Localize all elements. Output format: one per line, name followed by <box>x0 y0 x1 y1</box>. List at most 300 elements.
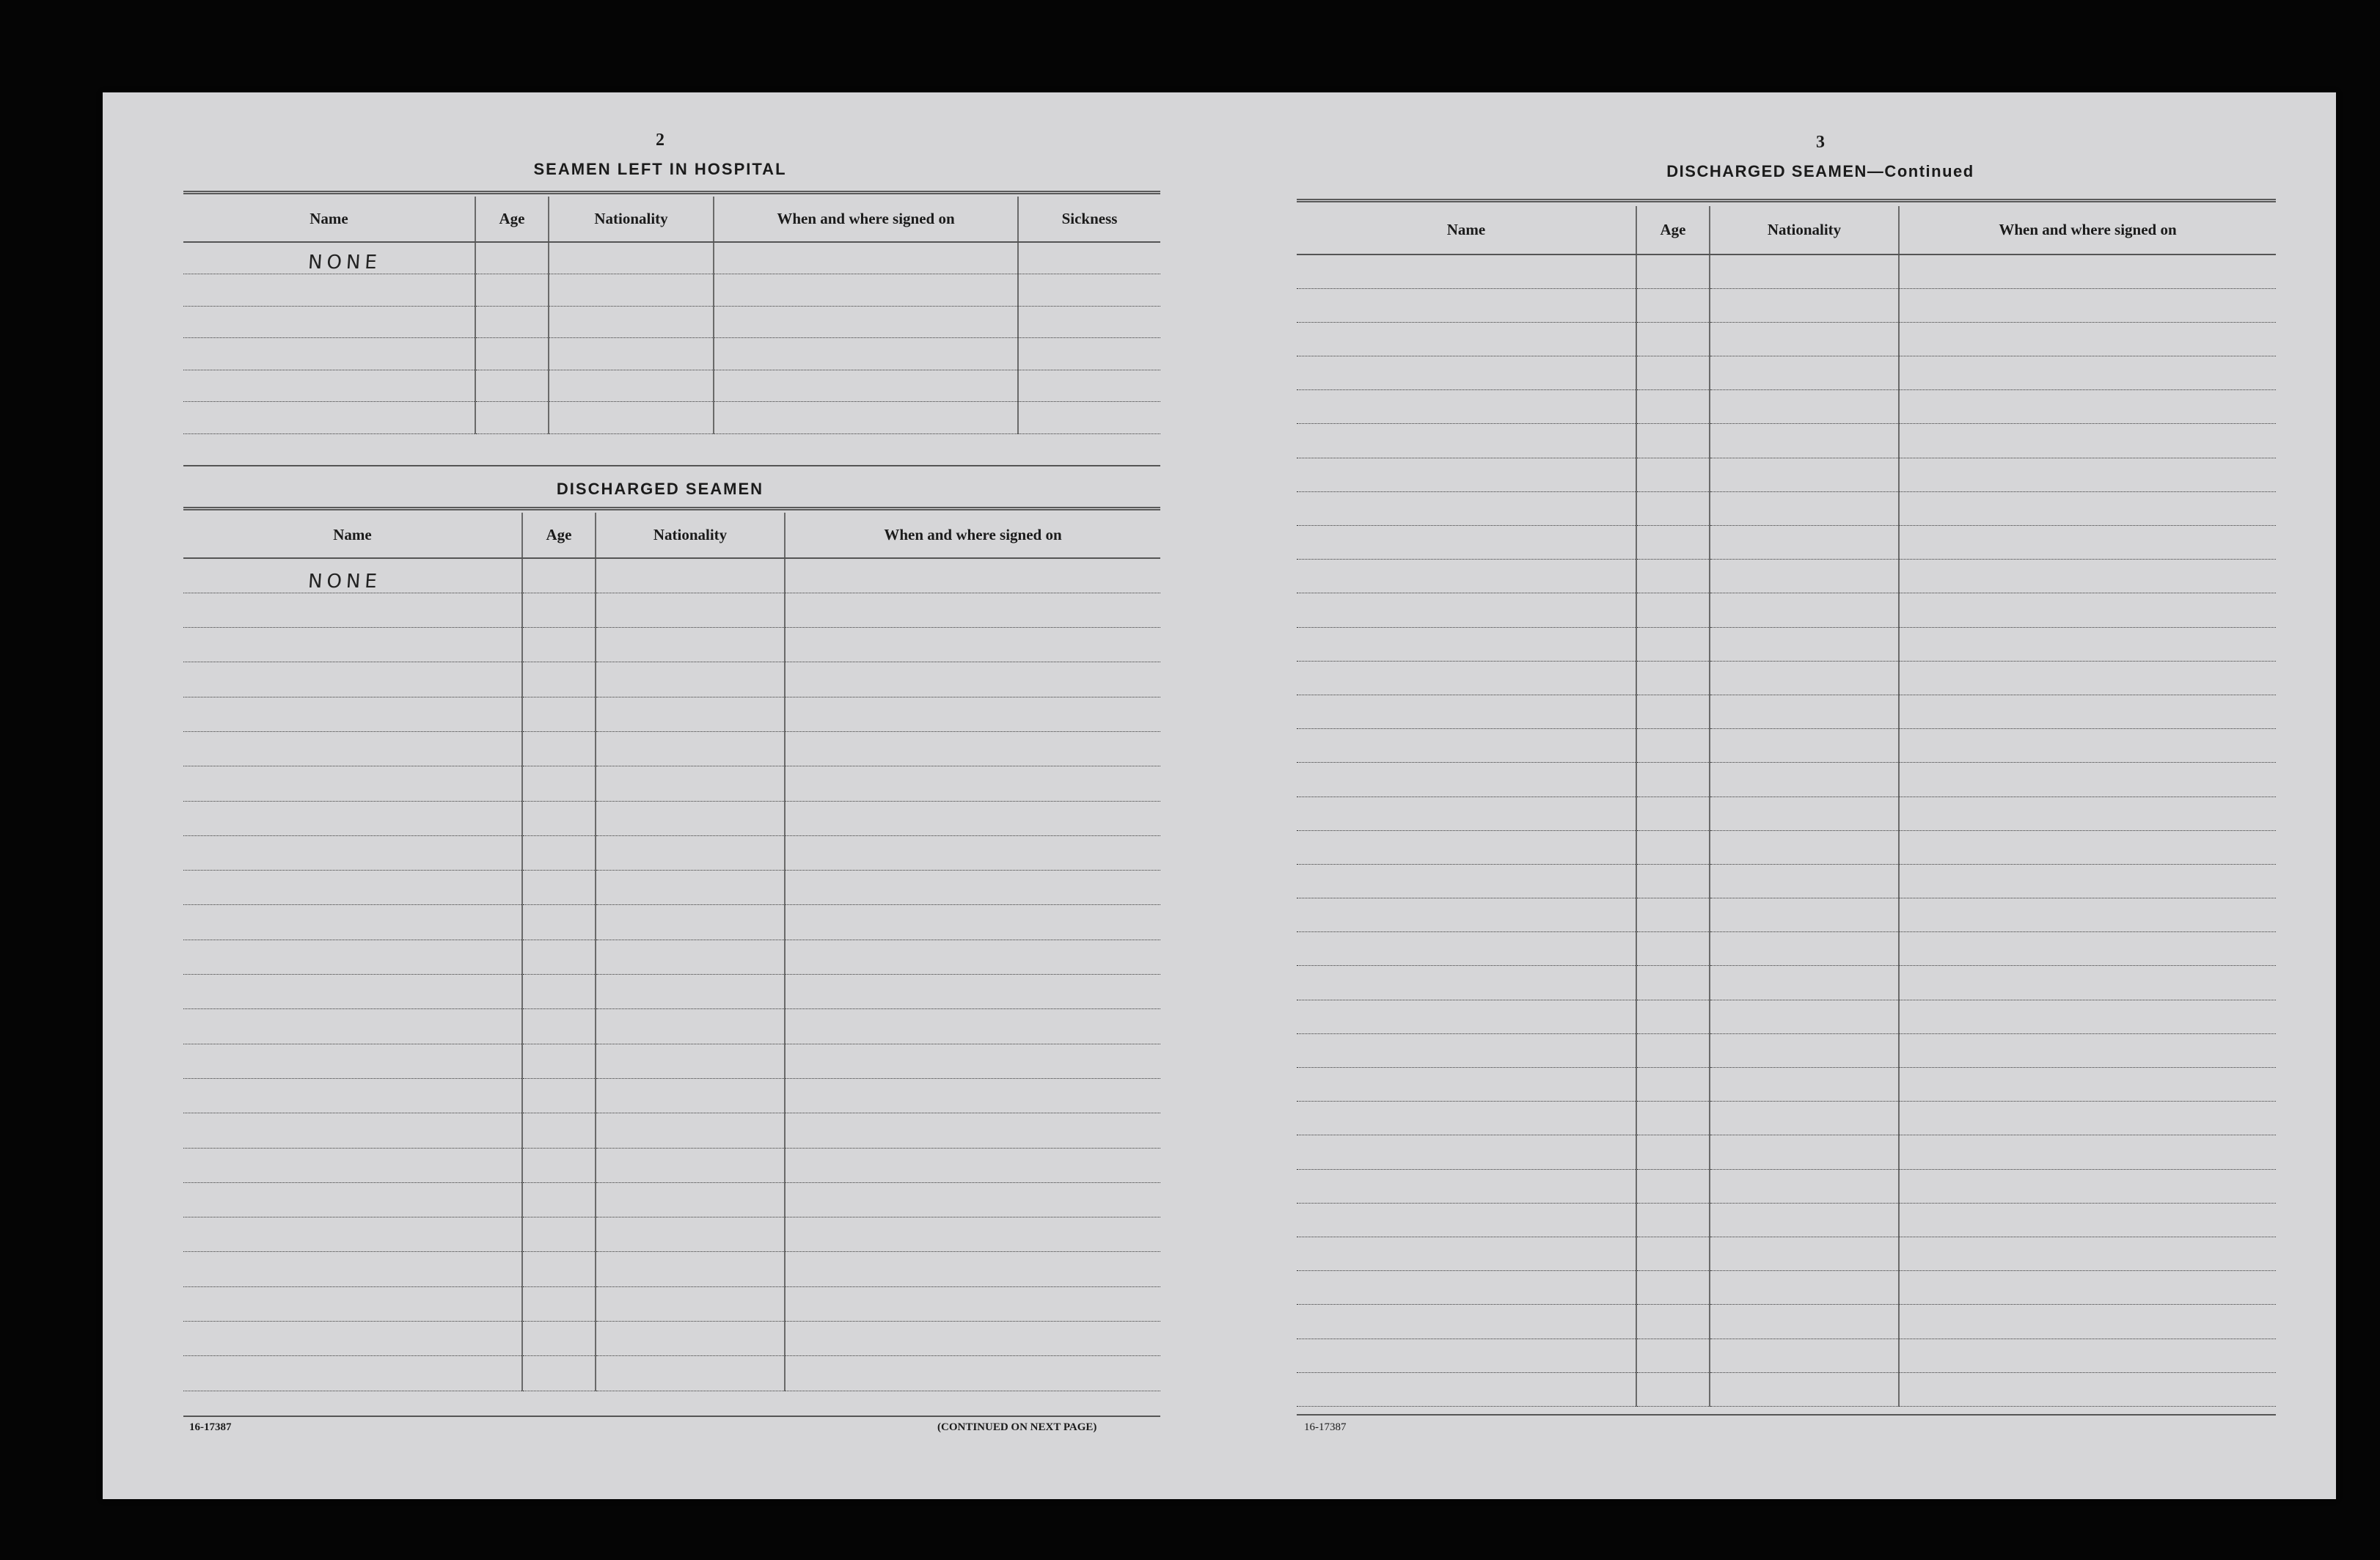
discharged-right-cell <box>1636 458 1710 491</box>
discharged-right-cell <box>1297 288 1636 322</box>
discharged-left-cell <box>183 593 522 627</box>
hospital-col-2: Nationality <box>549 197 714 242</box>
discharged-right-cell <box>1636 695 1710 728</box>
discharged-right-cell <box>1636 424 1710 458</box>
discharged-left-cell <box>785 1356 1160 1391</box>
discharged-right-row <box>1297 526 2276 560</box>
discharged-right-cell <box>1899 1169 2276 1203</box>
discharged-left-cell <box>596 835 785 870</box>
discharged-right-cell <box>1297 491 1636 525</box>
discharged-right-cell <box>1636 966 1710 1000</box>
discharged-right-cell <box>1710 526 1899 560</box>
discharged-left-cell <box>522 940 596 974</box>
discharged-right-cell <box>1297 1135 1636 1169</box>
discharged-right-cell <box>1297 763 1636 797</box>
discharged-left-cell <box>785 1148 1160 1182</box>
discharged-left-row <box>183 835 1160 870</box>
hospital-row <box>183 306 1160 338</box>
discharged-right-cell <box>1710 424 1899 458</box>
discharged-left-cell <box>785 1009 1160 1044</box>
discharged-right-cell <box>1899 288 2276 322</box>
discharged-right-cell <box>1636 491 1710 525</box>
discharged-right-row <box>1297 560 2276 593</box>
discharged-right-cell <box>1899 1203 2276 1237</box>
discharged-left-cell <box>596 628 785 662</box>
form-sheet <box>103 92 2336 1499</box>
footer-continued: (CONTINUED ON NEXT PAGE) <box>937 1421 1097 1433</box>
discharged-right-row <box>1297 254 2276 288</box>
discharged-right-row <box>1297 932 2276 966</box>
discharged-left-row <box>183 975 1160 1009</box>
discharged-left-cell <box>785 558 1160 593</box>
left-page <box>103 92 1218 1499</box>
discharged-right-cell <box>1899 560 2276 593</box>
discharged-right-cell <box>1636 560 1710 593</box>
discharged-right-cell <box>1636 593 1710 627</box>
hospital-table <box>183 197 1160 434</box>
discharged-left-cell <box>183 558 522 593</box>
discharged-right-cell <box>1297 526 1636 560</box>
discharged-right-cell <box>1297 864 1636 898</box>
discharged-right-cell <box>1899 695 2276 728</box>
discharged-left-cell <box>522 1252 596 1286</box>
discharged-left-cell <box>596 1356 785 1391</box>
footer-code-right: 16-17387 <box>1304 1421 1347 1433</box>
discharged-right-cell <box>1899 1271 2276 1305</box>
discharged-right-cell <box>1297 932 1636 966</box>
hospital-section-title: SEAMEN LEFT IN HOSPITAL <box>533 160 787 178</box>
right-page <box>1218 92 2336 1499</box>
discharged-right-cell <box>1899 458 2276 491</box>
discharged-right-col-2: Nationality <box>1710 206 1899 254</box>
footer-code-left: 16-17387 <box>189 1421 232 1433</box>
discharged-right-cell <box>1710 1372 1899 1406</box>
discharged-left-cell <box>522 1044 596 1078</box>
discharged-right-cell <box>1297 830 1636 864</box>
discharged-right-row <box>1297 661 2276 695</box>
discharged-right-cell <box>1899 898 2276 932</box>
discharged-right-cell <box>1899 1305 2276 1339</box>
discharged-right-row <box>1297 390 2276 424</box>
discharged-left-row <box>183 1217 1160 1252</box>
discharged-left-cell <box>522 905 596 940</box>
discharged-right-cell <box>1636 1305 1710 1339</box>
discharged-right-cell <box>1899 322 2276 356</box>
discharged-left-cell <box>183 731 522 766</box>
discharged-left-cell <box>785 1078 1160 1113</box>
hospital-cell <box>183 274 475 307</box>
discharged-right-cell <box>1297 1068 1636 1102</box>
hospital-cell <box>1018 306 1160 338</box>
hospital-col-4: Sickness <box>1018 197 1160 242</box>
discharged-left-cell <box>785 871 1160 905</box>
discharged-left-cell <box>785 1252 1160 1286</box>
hospital-row <box>183 402 1160 434</box>
page-number-left: 2 <box>656 131 664 150</box>
discharged-left-cell <box>785 662 1160 697</box>
discharged-right-row <box>1297 458 2276 491</box>
discharged-left-row <box>183 558 1160 593</box>
discharged-left-cell <box>522 558 596 593</box>
hospital-cell <box>1018 370 1160 402</box>
right-bottom-rule <box>1297 1414 2276 1416</box>
discharged-left-cell <box>785 697 1160 731</box>
discharged-left-cell <box>596 1148 785 1182</box>
discharged-left-cell <box>183 940 522 974</box>
hospital-cell <box>183 338 475 370</box>
discharged-left-cell <box>785 731 1160 766</box>
discharged-right-row <box>1297 1305 2276 1339</box>
discharged-right-cell <box>1710 1339 1899 1372</box>
discharged-right-cell <box>1636 627 1710 661</box>
discharged-left-cell <box>183 697 522 731</box>
hospital-cell <box>183 370 475 402</box>
discharged-left-cell <box>596 1044 785 1078</box>
discharged-right-row <box>1297 491 2276 525</box>
discharged-right-cell <box>1636 898 1710 932</box>
discharged-right-cell <box>1710 763 1899 797</box>
discharged-left-row <box>183 1356 1160 1391</box>
discharged-left-cell <box>183 628 522 662</box>
hospital-cell <box>1018 402 1160 434</box>
hospital-cell <box>549 242 714 274</box>
discharged-right-cell <box>1899 1068 2276 1102</box>
discharged-left-cell <box>596 766 785 801</box>
discharged-right-row <box>1297 627 2276 661</box>
discharged-right-cell <box>1636 1068 1710 1102</box>
discharged-right-cell <box>1636 288 1710 322</box>
discharged-right-cell <box>1297 797 1636 830</box>
discharged-right-cell <box>1297 322 1636 356</box>
discharged-left-cell <box>522 628 596 662</box>
discharged-right-cell <box>1297 966 1636 1000</box>
discharged-right-row <box>1297 695 2276 728</box>
discharged-left-cell <box>596 593 785 627</box>
discharged-right-row <box>1297 729 2276 763</box>
discharged-left-cell <box>596 871 785 905</box>
discharged-right-cell <box>1636 1372 1710 1406</box>
discharged-right-cell <box>1636 932 1710 966</box>
discharged-left-cell <box>596 558 785 593</box>
discharged-left-cell <box>596 662 785 697</box>
discharged-left-cell <box>183 1356 522 1391</box>
entry-text: NONE <box>307 252 382 274</box>
discharged-right-cell <box>1899 830 2276 864</box>
hospital-cell <box>475 370 549 402</box>
discharged-left-cell <box>522 731 596 766</box>
discharged-right-cell <box>1899 526 2276 560</box>
discharged-right-cell <box>1297 1102 1636 1135</box>
discharged-right-row <box>1297 1203 2276 1237</box>
discharged-table-left <box>183 513 1160 1391</box>
discharged-left-row <box>183 593 1160 627</box>
discharged-right-cell <box>1899 797 2276 830</box>
discharged-right-cell <box>1636 526 1710 560</box>
discharged-right-row <box>1297 1339 2276 1372</box>
discharged-right-row <box>1297 1000 2276 1033</box>
discharged-right-cell <box>1297 1271 1636 1305</box>
discharged-left-row <box>183 697 1160 731</box>
discharged-left-row <box>183 871 1160 905</box>
discharged-right-cell <box>1636 830 1710 864</box>
discharged-right-cell <box>1297 1033 1636 1067</box>
discharged-left-col-1: Age <box>522 513 596 558</box>
discharged-right-cell <box>1297 458 1636 491</box>
discharged-right-cell <box>1636 1033 1710 1067</box>
discharged-right-cell <box>1710 932 1899 966</box>
discharged-right-cell <box>1899 593 2276 627</box>
discharged-right-cell <box>1297 390 1636 424</box>
discharged-left-cell <box>522 697 596 731</box>
discharged-left-cell <box>183 1322 522 1356</box>
discharged-right-cell <box>1899 356 2276 390</box>
discharged-left-row <box>183 662 1160 697</box>
hospital-cell <box>549 306 714 338</box>
discharged-right-row <box>1297 288 2276 322</box>
discharged-right-cell <box>1710 1203 1899 1237</box>
discharged-left-cell <box>596 1009 785 1044</box>
discharged-right-cell <box>1636 1135 1710 1169</box>
discharged-right-cell <box>1636 1339 1710 1372</box>
discharged-right-cell <box>1636 1000 1710 1033</box>
discharged-right-cell <box>1710 288 1899 322</box>
discharged-right-cell <box>1899 1339 2276 1372</box>
discharged-right-cell <box>1899 254 2276 288</box>
discharged-left-cell <box>183 1252 522 1286</box>
discharged-left-cell <box>596 1113 785 1148</box>
discharged-left-cell <box>596 905 785 940</box>
discharged-left-cell <box>522 801 596 835</box>
discharged-left-cell <box>596 1322 785 1356</box>
discharged-left-cell <box>522 1356 596 1391</box>
discharged-right-row <box>1297 763 2276 797</box>
discharged-left-row <box>183 1044 1160 1078</box>
hospital-cell <box>714 274 1018 307</box>
discharged-left-row <box>183 1148 1160 1182</box>
discharged-right-cell <box>1899 627 2276 661</box>
hospital-cell <box>1018 338 1160 370</box>
discharged-right-cell <box>1899 661 2276 695</box>
discharged-left-cell <box>785 766 1160 801</box>
hospital-cell <box>183 242 475 274</box>
discharged-right-cell <box>1710 1068 1899 1102</box>
discharged-left-cell <box>596 940 785 974</box>
discharged-left-row <box>183 1113 1160 1148</box>
discharged-right-row <box>1297 593 2276 627</box>
discharged-right-col-3: When and where signed on <box>1899 206 2276 254</box>
discharged-right-cell <box>1710 1169 1899 1203</box>
discharged-left-cell <box>183 835 522 870</box>
discharged-right-cell <box>1297 424 1636 458</box>
discharged-left-cell <box>596 1252 785 1286</box>
hospital-cell <box>714 242 1018 274</box>
discharged-right-cell <box>1710 661 1899 695</box>
discharged-right-row <box>1297 898 2276 932</box>
discharged-left-cell <box>183 1286 522 1321</box>
discharged-right-cell <box>1297 1372 1636 1406</box>
discharged-right-cell <box>1899 390 2276 424</box>
discharged-left-cell <box>596 975 785 1009</box>
discharged-left-row <box>183 766 1160 801</box>
hospital-row <box>183 338 1160 370</box>
hospital-cell <box>549 338 714 370</box>
discharged-left-col-2: Nationality <box>596 513 785 558</box>
discharged-right-cell <box>1899 491 2276 525</box>
discharged-left-row <box>183 1182 1160 1217</box>
discharged-right-cell <box>1297 627 1636 661</box>
discharged-left-cell <box>522 662 596 697</box>
hospital-cell <box>183 306 475 338</box>
hospital-cell <box>714 338 1018 370</box>
discharged-left-cell <box>785 835 1160 870</box>
discharged-right-row <box>1297 864 2276 898</box>
discharged-left-row <box>183 1322 1160 1356</box>
discharged-left-cell <box>522 1322 596 1356</box>
discharged-right-cell <box>1710 898 1899 932</box>
right-top-rule <box>1297 199 2276 202</box>
discharged-right-cell <box>1710 458 1899 491</box>
discharged-left-cell <box>522 975 596 1009</box>
discharged-left-row <box>183 1009 1160 1044</box>
discharged-left-row <box>183 1286 1160 1321</box>
discharged-right-row <box>1297 797 2276 830</box>
discharged-right-cell <box>1636 661 1710 695</box>
discharged-right-cell <box>1636 254 1710 288</box>
discharged-top-rule <box>183 507 1160 510</box>
discharged-right-cell <box>1899 763 2276 797</box>
discharged-left-cell <box>785 905 1160 940</box>
discharged-right-cell <box>1899 932 2276 966</box>
discharged-right-cell <box>1710 695 1899 728</box>
discharged-right-cell <box>1636 322 1710 356</box>
discharged-continued-title: DISCHARGED SEAMEN—Continued <box>1666 162 1974 180</box>
discharged-left-cell <box>183 871 522 905</box>
discharged-right-cell <box>1710 390 1899 424</box>
discharged-right-cell <box>1710 593 1899 627</box>
hospital-cell <box>183 402 475 434</box>
discharged-right-cell <box>1636 1237 1710 1270</box>
discharged-right-cell <box>1710 491 1899 525</box>
hospital-cell <box>1018 242 1160 274</box>
hospital-cell <box>475 402 549 434</box>
discharged-right-cell <box>1297 1169 1636 1203</box>
discharged-left-row <box>183 940 1160 974</box>
discharged-left-row <box>183 801 1160 835</box>
discharged-left-row <box>183 731 1160 766</box>
discharged-right-cell <box>1297 1237 1636 1270</box>
discharged-right-cell <box>1710 1135 1899 1169</box>
discharged-right-cell <box>1710 797 1899 830</box>
discharged-right-cell <box>1710 322 1899 356</box>
discharged-right-cell <box>1636 797 1710 830</box>
discharged-left-cell <box>785 593 1160 627</box>
discharged-right-cell <box>1710 830 1899 864</box>
discharged-left-cell <box>596 1078 785 1113</box>
discharged-left-cell <box>596 1182 785 1217</box>
discharged-left-cell <box>183 1078 522 1113</box>
discharged-table-right <box>1297 206 2276 1407</box>
discharged-right-cell <box>1899 1000 2276 1033</box>
discharged-left-cell <box>596 801 785 835</box>
discharged-right-row <box>1297 1033 2276 1067</box>
discharged-left-cell <box>183 801 522 835</box>
discharged-right-cell <box>1297 695 1636 728</box>
discharged-right-cell <box>1636 1271 1710 1305</box>
discharged-left-cell <box>785 801 1160 835</box>
discharged-left-col-3: When and where signed on <box>785 513 1160 558</box>
discharged-right-cell <box>1899 1102 2276 1135</box>
discharged-right-cell <box>1899 729 2276 763</box>
hospital-cell <box>475 242 549 274</box>
discharged-left-cell <box>183 1113 522 1148</box>
discharged-right-cell <box>1636 864 1710 898</box>
hospital-cell <box>714 370 1018 402</box>
discharged-left-cell <box>785 628 1160 662</box>
discharged-right-row <box>1297 424 2276 458</box>
hospital-cell <box>475 338 549 370</box>
discharged-right-row <box>1297 1068 2276 1102</box>
discharged-right-cell <box>1710 864 1899 898</box>
discharged-right-cell <box>1899 424 2276 458</box>
hospital-cell <box>475 306 549 338</box>
discharged-left-row <box>183 1078 1160 1113</box>
discharged-right-cell <box>1636 1203 1710 1237</box>
discharged-right-cell <box>1710 1237 1899 1270</box>
discharged-right-cell <box>1710 356 1899 390</box>
hospital-top-rule <box>183 191 1160 194</box>
discharged-right-row <box>1297 1372 2276 1406</box>
page-number-right: 3 <box>1816 133 1825 152</box>
discharged-right-cell <box>1899 1372 2276 1406</box>
discharged-right-row <box>1297 966 2276 1000</box>
discharged-left-cell <box>522 1286 596 1321</box>
hospital-bottom-rule <box>183 465 1160 466</box>
discharged-left-cell <box>183 1044 522 1078</box>
discharged-right-cell <box>1297 729 1636 763</box>
discharged-right-cell <box>1636 763 1710 797</box>
discharged-right-cell <box>1899 966 2276 1000</box>
discharged-right-cell <box>1710 1271 1899 1305</box>
discharged-right-row <box>1297 356 2276 390</box>
discharged-right-cell <box>1710 1033 1899 1067</box>
discharged-right-cell <box>1636 729 1710 763</box>
discharged-left-cell <box>183 1217 522 1252</box>
discharged-right-cell <box>1710 966 1899 1000</box>
discharged-left-cell <box>522 1182 596 1217</box>
discharged-right-cell <box>1297 1203 1636 1237</box>
discharged-left-cell <box>522 871 596 905</box>
discharged-left-cell <box>522 1148 596 1182</box>
discharged-right-cell <box>1710 254 1899 288</box>
discharged-left-cell <box>785 1044 1160 1078</box>
hospital-cell <box>1018 274 1160 307</box>
hospital-col-3: When and where signed on <box>714 197 1018 242</box>
discharged-right-cell <box>1297 593 1636 627</box>
discharged-right-row <box>1297 1169 2276 1203</box>
discharged-left-cell <box>785 1113 1160 1148</box>
discharged-right-cell <box>1899 1135 2276 1169</box>
discharged-right-cell <box>1710 1102 1899 1135</box>
discharged-left-row <box>183 1252 1160 1286</box>
discharged-right-cell <box>1297 898 1636 932</box>
discharged-right-cell <box>1636 1169 1710 1203</box>
hospital-cell <box>549 370 714 402</box>
discharged-left-row <box>183 628 1160 662</box>
discharged-right-row <box>1297 1135 2276 1169</box>
hospital-row <box>183 242 1160 274</box>
discharged-right-row <box>1297 1102 2276 1135</box>
discharged-left-cell <box>785 1217 1160 1252</box>
